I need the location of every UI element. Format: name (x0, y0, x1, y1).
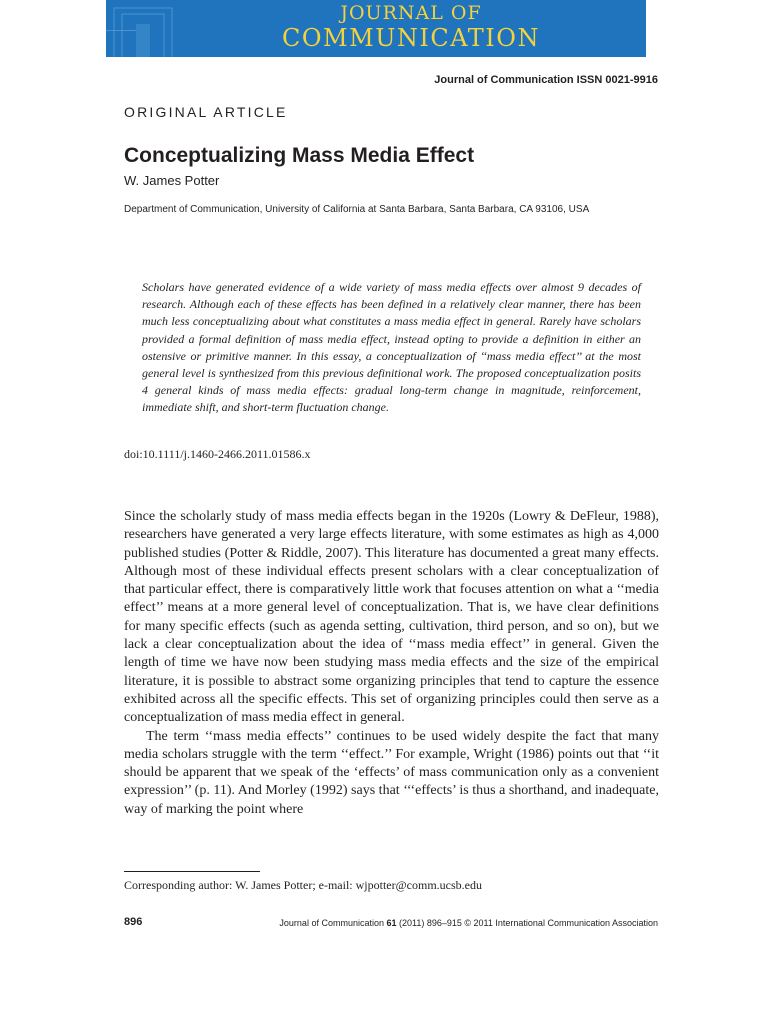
journal-issn: Journal of Communication ISSN 0021-9916 (434, 74, 658, 86)
footer-citation: (2011) 896–915 © 2011 International Communication Association (399, 918, 658, 928)
article-body (124, 508, 659, 819)
author-affiliation: Department of Communication, University of California at Santa Barbara, Santa Barbara, CA 93106, USA (124, 204, 590, 215)
footer-volume: 61 (386, 918, 397, 928)
masthead-line-2: COMMUNICATION (282, 24, 540, 52)
footer-journal-name: Journal of Communication (279, 918, 384, 928)
author-name: W. James Potter (124, 173, 220, 188)
abstract: Scholars have generated evidence of a wide variety of mass media effects over almost 9 decades of research. Although each of these effects has been defined in a relatively clear manner, there has been much less conceptualizing about what constitutes a mass media effect in general. Rarely have scholars provided a formal definition of mass media effect, instead opting to provide a definition in either an ostensive or primitive manner. In this essay, a conceptualization of ‘‘mass media effect’’ at the most general level is synthesized from this previous definitional work. The proposed conceptualization posits 4 general kinds of mass media effects: gradual long-term change in magnitude, reinforcement, immediate shift, and short-term fluctuation change. (142, 280, 641, 415)
masthead-line-1: JOURNAL OF (340, 2, 482, 24)
footnote-divider (124, 871, 260, 872)
section-label: ORIGINAL ARTICLE (124, 104, 288, 120)
body-paragraph: Since the scholarly study of mass media effects began in the 1920s (Lowry & DeFleur, 1988), researchers have generated a very large effects literature, with some estimates as high as 4,000 published studies (Potter & Riddle, 2007). This literature has documented a great many effects. Although most of these individual effects present scholars with a clear conceptualization of that particular effect, there is comparatively little work that focuses attention on what a ‘‘media effect’’ means at a more general level of conceptualization. That is, we have clear definitions for many specific effects (such as agenda setting, cultivation, third person, and so on), but we lack a clear conceptualization about the idea of ‘‘mass media effect’’ in general. Given the length of time we have now been studying mass media effects and the size of the empirical literature, it is possible to abstract some organizing principles that tend to capture the essence exhibited across all the specific effects. This set of organizing principles could then serve as a conceptualization of mass media effect in general. (124, 509, 659, 726)
corresponding-author-footnote: Corresponding author: W. James Potter; e-mail: wjpotter@comm.ucsb.edu (124, 878, 482, 892)
page-number: 896 (124, 916, 143, 928)
doi: doi:10.1111/j.1460-2466.2011.01586.x (124, 447, 311, 461)
running-footer (279, 918, 658, 928)
article-title: Conceptualizing Mass Media Effect (124, 144, 475, 167)
journal-masthead (106, 0, 646, 57)
body-paragraph: The term ‘‘mass media effects’’ continues to be used widely despite the fact that many media scholars struggle with the term ‘‘effect.’’ For example, Wright (1986) points out that ‘‘it should be apparent that we speak of the ‘effects’ of mass communication only as a convenient expression’’ (p. 11). And Morley (1992) says that ‘‘‘effects’ is thus a shorthand, and inadequate, way of marking the point where (124, 728, 659, 817)
